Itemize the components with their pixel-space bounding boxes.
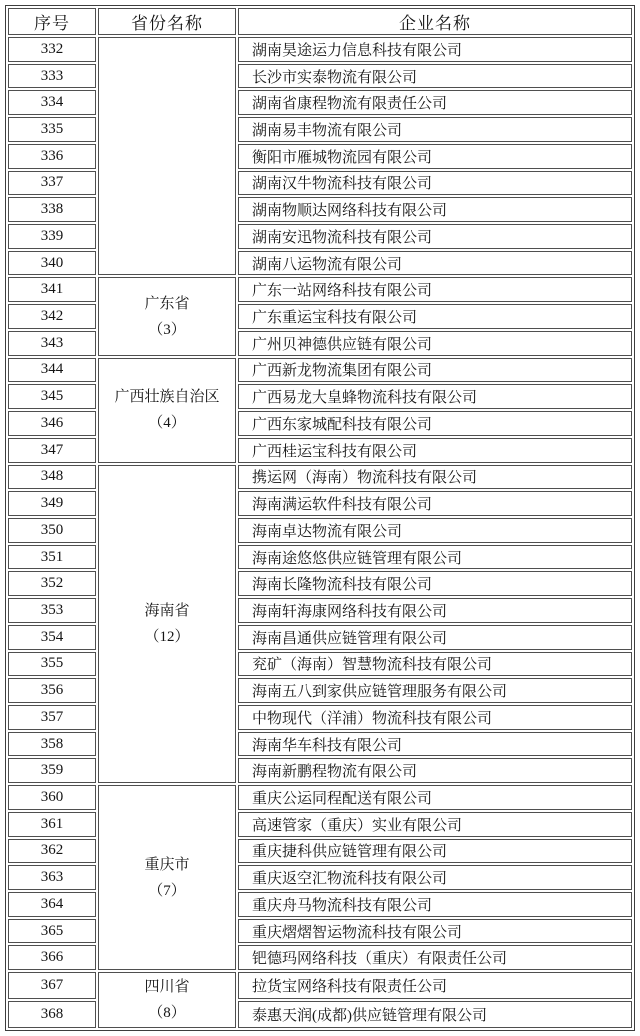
company-name-cell: 广州贝神德供应链有限公司 bbox=[238, 331, 632, 356]
serial-number-cell: 360 bbox=[8, 785, 96, 810]
province-cell bbox=[98, 972, 236, 1028]
serial-number-cell: 362 bbox=[8, 839, 96, 864]
company-name-cell: 重庆熠熠智运物流科技有限公司 bbox=[238, 919, 632, 944]
company-table bbox=[5, 5, 635, 1031]
serial-number-cell: 355 bbox=[8, 652, 96, 677]
company-name-cell: 湖南汉牛物流科技有限公司 bbox=[238, 171, 632, 196]
company-name-cell: 海南满运软件科技有限公司 bbox=[238, 491, 632, 516]
serial-number-cell: 363 bbox=[8, 865, 96, 890]
company-name-cell: 海南途悠悠供应链管理有限公司 bbox=[238, 545, 632, 570]
serial-number-cell: 336 bbox=[8, 144, 96, 169]
province-count: （12） bbox=[144, 628, 190, 645]
serial-number-cell: 338 bbox=[8, 197, 96, 222]
table-row bbox=[8, 785, 632, 810]
company-name-cell: 海南新鹏程物流有限公司 bbox=[238, 758, 632, 783]
province-name: 广东省 bbox=[144, 295, 190, 312]
header-row bbox=[8, 8, 632, 35]
company-name-cell: 海南五八到家供应链管理服务有限公司 bbox=[238, 678, 632, 703]
company-name-cell: 广西新龙物流集团有限公司 bbox=[238, 358, 632, 383]
company-name-cell: 湖南八运物流有限公司 bbox=[238, 251, 632, 276]
serial-number-cell: 341 bbox=[8, 277, 96, 302]
serial-number-cell: 343 bbox=[8, 331, 96, 356]
company-name-cell: 湖南易丰物流有限公司 bbox=[238, 117, 632, 142]
province-count: （4） bbox=[148, 415, 186, 432]
company-name-cell: 重庆公运同程配送有限公司 bbox=[238, 785, 632, 810]
serial-number-cell: 364 bbox=[8, 892, 96, 917]
table-row bbox=[8, 465, 632, 490]
province-count: （8） bbox=[148, 1005, 186, 1022]
company-name-cell: 广西易龙大皇蜂物流科技有限公司 bbox=[238, 384, 632, 409]
serial-number-cell: 368 bbox=[8, 1001, 96, 1028]
serial-number-cell: 340 bbox=[8, 251, 96, 276]
serial-number-cell: 342 bbox=[8, 304, 96, 329]
province-cell bbox=[98, 465, 236, 784]
serial-number-cell: 333 bbox=[8, 64, 96, 89]
serial-number-cell: 337 bbox=[8, 171, 96, 196]
province-name: 海南省 bbox=[144, 602, 190, 619]
company-name-cell: 湖南昊途运力信息科技有限公司 bbox=[238, 37, 632, 62]
company-name-cell: 拉货宝网络科技有限责任公司 bbox=[238, 972, 632, 999]
province-count: （3） bbox=[148, 321, 186, 338]
province-name: 四川省 bbox=[144, 979, 190, 996]
company-name-cell: 湖南安迅物流科技有限公司 bbox=[238, 224, 632, 249]
company-name-cell: 海南卓达物流有限公司 bbox=[238, 518, 632, 543]
company-name-cell: 海南华车科技有限公司 bbox=[238, 732, 632, 757]
company-name-cell: 高速管家（重庆）实业有限公司 bbox=[238, 812, 632, 837]
company-name-cell: 海南昌通供应链管理有限公司 bbox=[238, 625, 632, 650]
province-cell bbox=[98, 37, 236, 275]
table-row bbox=[8, 37, 632, 62]
company-name-cell: 湖南物顺达网络科技有限公司 bbox=[238, 197, 632, 222]
company-name-cell: 兖矿（海南）智慧物流科技有限公司 bbox=[238, 652, 632, 677]
company-name-cell: 中物现代（洋浦）物流科技有限公司 bbox=[238, 705, 632, 730]
serial-number-cell: 366 bbox=[8, 945, 96, 970]
province-count: （7） bbox=[148, 882, 186, 899]
serial-number-cell: 332 bbox=[8, 37, 96, 62]
company-name-cell: 重庆舟马物流科技有限公司 bbox=[238, 892, 632, 917]
serial-number-cell: 351 bbox=[8, 545, 96, 570]
serial-number-cell: 335 bbox=[8, 117, 96, 142]
serial-number-cell: 353 bbox=[8, 598, 96, 623]
serial-number-cell: 348 bbox=[8, 465, 96, 490]
serial-number-cell: 367 bbox=[8, 972, 96, 999]
serial-number-cell: 354 bbox=[8, 625, 96, 650]
serial-number-cell: 350 bbox=[8, 518, 96, 543]
company-name-cell: 广西东家城配科技有限公司 bbox=[238, 411, 632, 436]
header-company-name: 企业名称 bbox=[238, 8, 632, 35]
serial-number-cell: 358 bbox=[8, 732, 96, 757]
table-row bbox=[8, 972, 632, 999]
serial-number-cell: 349 bbox=[8, 491, 96, 516]
company-name-cell: 长沙市实泰物流有限公司 bbox=[238, 64, 632, 89]
province-cell bbox=[98, 358, 236, 463]
company-name-cell: 海南长隆物流科技有限公司 bbox=[238, 571, 632, 596]
serial-number-cell: 334 bbox=[8, 90, 96, 115]
table-row bbox=[8, 358, 632, 383]
serial-number-cell: 339 bbox=[8, 224, 96, 249]
company-name-cell: 湖南省康程物流有限责任公司 bbox=[238, 90, 632, 115]
serial-number-cell: 361 bbox=[8, 812, 96, 837]
province-name: 重庆市 bbox=[144, 856, 190, 873]
company-name-cell: 泰惠天润(成都)供应链管理有限公司 bbox=[238, 1001, 632, 1028]
province-cell bbox=[98, 277, 236, 355]
serial-number-cell: 365 bbox=[8, 919, 96, 944]
header-serial-number: 序号 bbox=[8, 8, 96, 35]
company-name-cell: 重庆返空汇物流科技有限公司 bbox=[238, 865, 632, 890]
serial-number-cell: 356 bbox=[8, 678, 96, 703]
company-name-cell: 携运网（海南）物流科技有限公司 bbox=[238, 465, 632, 490]
company-name-cell: 重庆捷科供应链管理有限公司 bbox=[238, 839, 632, 864]
province-cell bbox=[98, 785, 236, 970]
company-name-cell: 钯德玛网络科技（重庆）有限责任公司 bbox=[238, 945, 632, 970]
table-row bbox=[8, 277, 632, 302]
serial-number-cell: 347 bbox=[8, 438, 96, 463]
serial-number-cell: 359 bbox=[8, 758, 96, 783]
company-name-cell: 广东重运宝科技有限公司 bbox=[238, 304, 632, 329]
company-name-cell: 衡阳市雁城物流园有限公司 bbox=[238, 144, 632, 169]
serial-number-cell: 352 bbox=[8, 571, 96, 596]
serial-number-cell: 357 bbox=[8, 705, 96, 730]
serial-number-cell: 345 bbox=[8, 384, 96, 409]
serial-number-cell: 346 bbox=[8, 411, 96, 436]
province-name: 广西壮族自治区 bbox=[114, 389, 220, 406]
company-name-cell: 海南轩海康网络科技有限公司 bbox=[238, 598, 632, 623]
company-name-cell: 广东一站网络科技有限公司 bbox=[238, 277, 632, 302]
company-name-cell: 广西桂运宝科技有限公司 bbox=[238, 438, 632, 463]
header-province-name: 省份名称 bbox=[98, 8, 236, 35]
serial-number-cell: 344 bbox=[8, 358, 96, 383]
